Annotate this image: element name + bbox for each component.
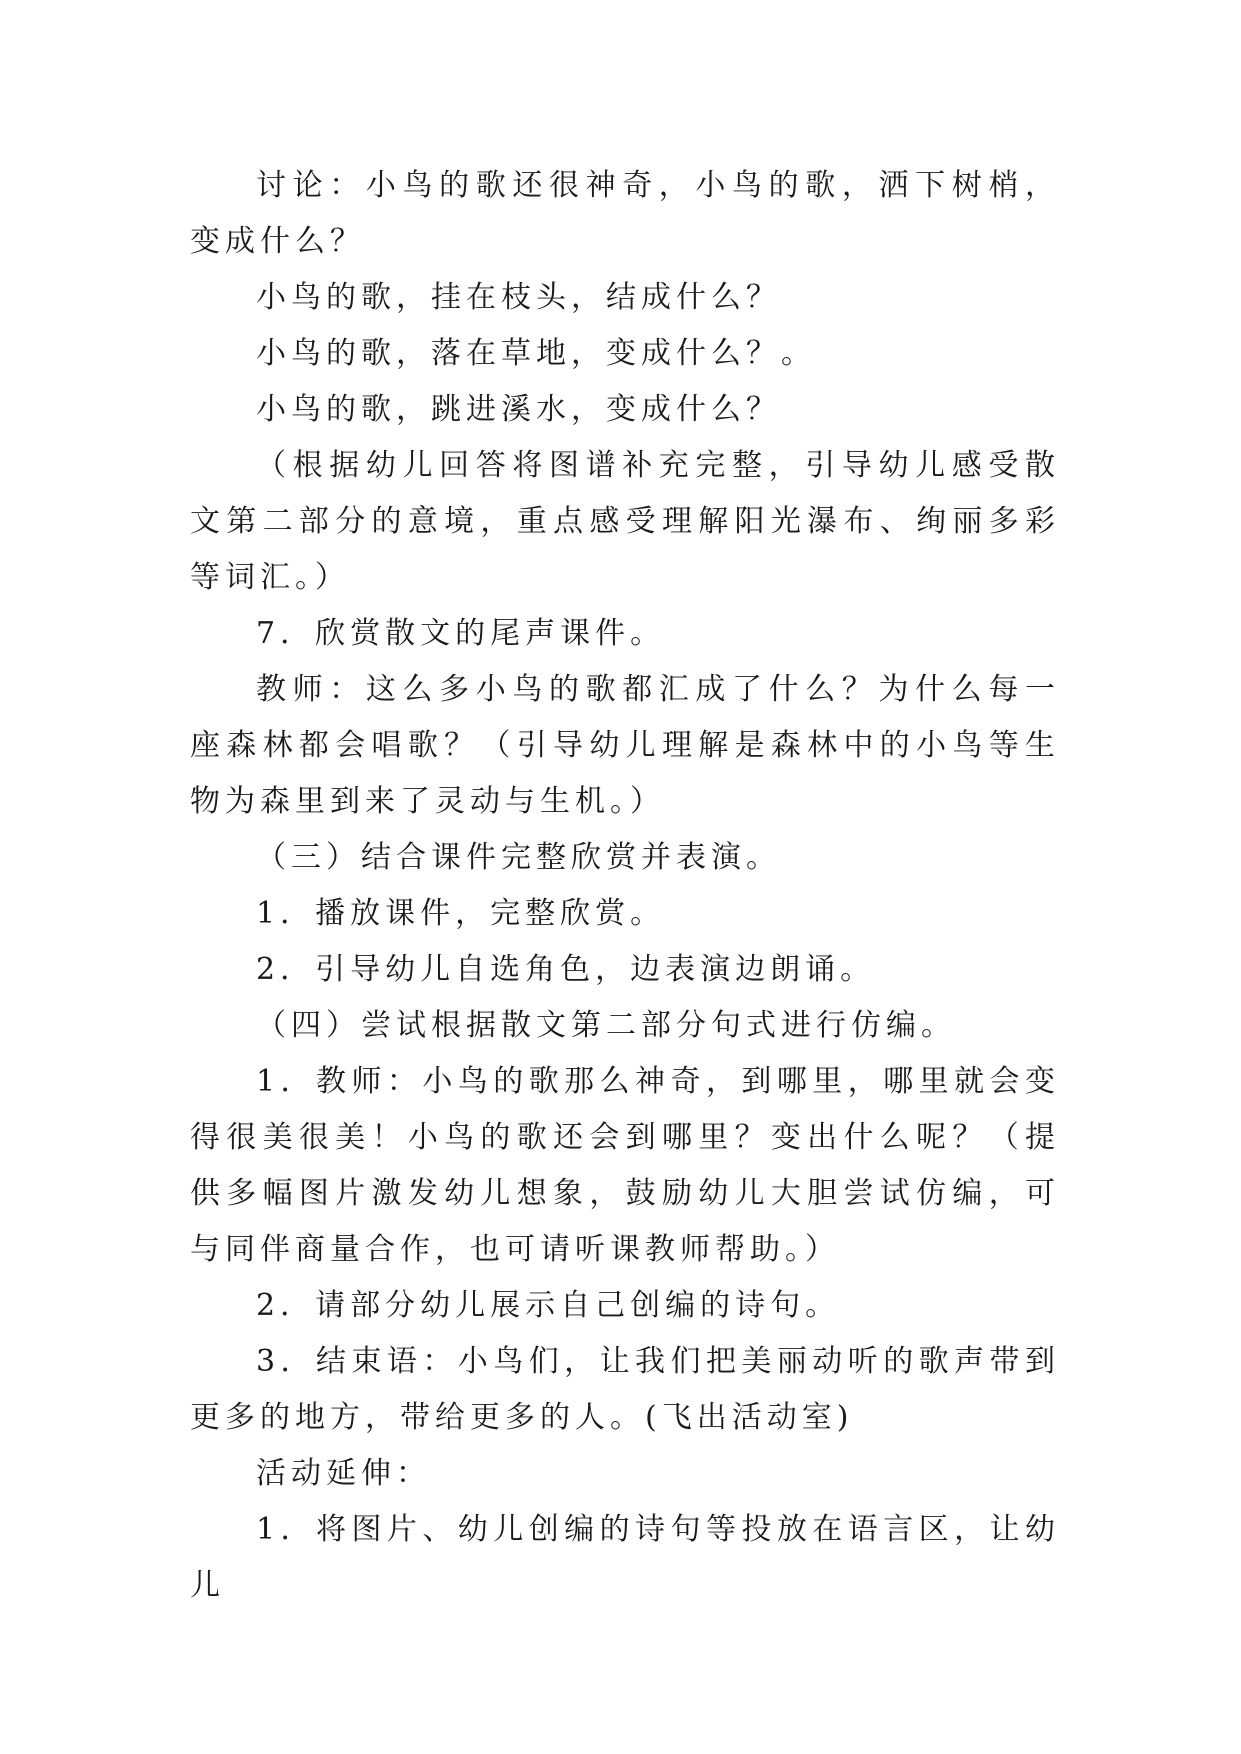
paragraph: 小鸟的歌，跳进溪水，变成什么？ — [256, 392, 781, 427]
paragraph: 1．教师：小鸟的歌那么神奇，到哪里，哪里就会变得很美很美！小鸟的歌还会到哪里？变出什么呢？（提供多幅图片激发幼儿想象，鼓励幼儿大胆尝试仿编，可与同伴商量合作，也可请听课教师帮助。） — [190, 1064, 1060, 1267]
paragraph: 2．引导幼儿自选角色，边表演边朗诵。 — [256, 952, 876, 987]
paragraph: （四）尝试根据散文第二部分句式进行仿编。 — [256, 1008, 956, 1043]
paragraph: 7．欣赏散文的尾声课件。 — [256, 616, 666, 651]
paragraph: （三）结合课件完整欣赏并表演。 — [256, 840, 781, 875]
paragraph: （根据幼儿回答将图谱补充完整，引导幼儿感受散文第二部分的意境，重点感受理解阳光瀑布、绚丽多彩等词汇。） — [190, 448, 1060, 595]
paragraph: 活动延伸： — [256, 1456, 431, 1491]
paragraph: 教师：这么多小鸟的歌都汇成了什么？为什么每一座森林都会唱歌？（引导幼儿理解是森林中的小鸟等生物为森里到来了灵动与生机。） — [190, 672, 1060, 819]
paragraph: 1．将图片、幼儿创编的诗句等投放在语言区，让幼儿 — [190, 1512, 1060, 1603]
paragraph: 小鸟的歌，挂在枝头，结成什么？ — [256, 280, 781, 315]
paragraph: 1．播放课件，完整欣赏。 — [256, 896, 666, 931]
paragraph: 小鸟的歌，落在草地，变成什么？。 — [256, 336, 816, 371]
paragraph: 3．结束语：小鸟们，让我们把美丽动听的歌声带到更多的地方，带给更多的人。(飞出活动室) — [190, 1344, 1060, 1435]
body-text — [190, 158, 1060, 1614]
paragraph: 2．请部分幼儿展示自己创编的诗句。 — [256, 1288, 841, 1323]
paragraph: 讨论：小鸟的歌还很神奇，小鸟的歌，洒下树梢，变成什么？ — [190, 168, 1060, 259]
